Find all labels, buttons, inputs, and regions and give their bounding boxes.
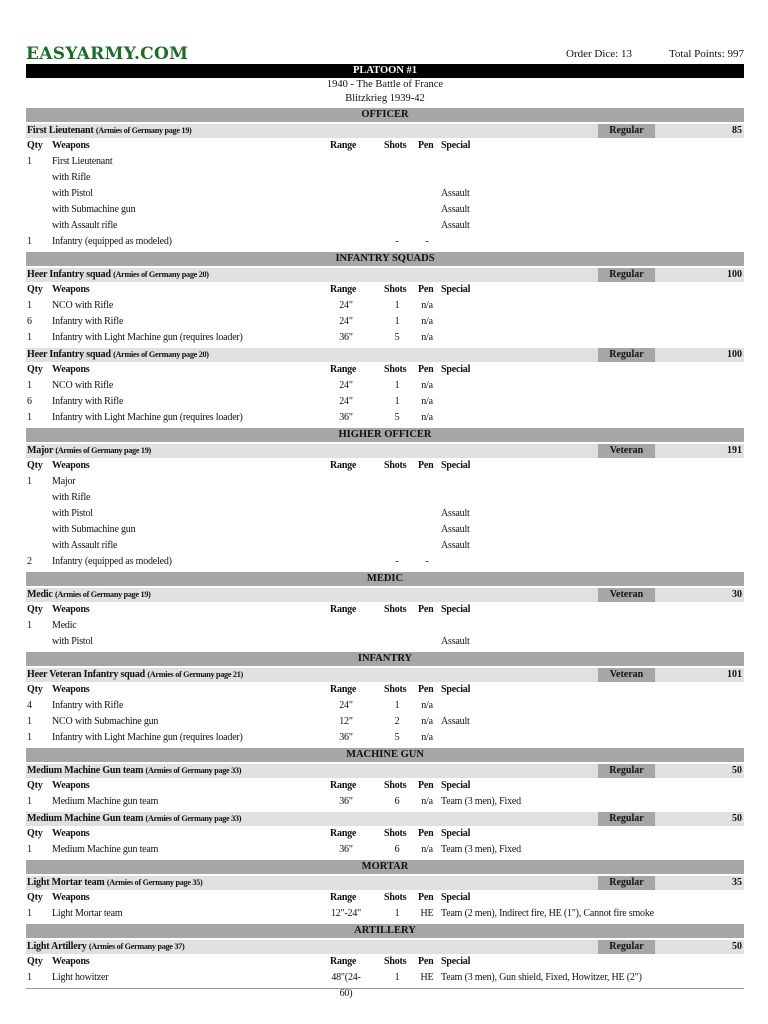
row-range: 36" [339,332,353,343]
unit-header [26,124,744,138]
section-header: MEDIC [26,572,744,586]
col-special: Special [441,460,471,471]
row-special: Assault [441,716,470,727]
unit-header [26,812,744,826]
col-qty: Qty [27,460,43,471]
row-weapon: Light Mortar team [52,908,123,919]
weapon-row [26,698,744,714]
col-range: Range [330,780,357,791]
row-special: Team (3 men), Fixed [441,844,521,855]
unit-points: 50 [732,813,742,824]
column-header-row [26,682,744,698]
row-range: 24" [339,380,353,391]
col-pen: Pen [418,604,434,615]
col-qty: Qty [27,284,43,295]
row-shots: 1 [394,380,400,391]
row-shots: 1 [394,700,400,711]
row-weapon: Medium Machine gun team [52,844,159,855]
bottom-divider [26,988,744,989]
unit-header [26,940,744,954]
col-special: Special [441,684,471,695]
row-shots: 2 [394,716,400,727]
weapon-row [26,506,744,522]
unit-points: 50 [732,941,742,952]
weapon-row [26,842,744,858]
col-special: Special [441,956,471,967]
row-special: Team (3 men), Gun shield, Fixed, Howitzer, HE (2") [441,972,642,983]
column-header-row [26,362,744,378]
row-weapon: with Submachine gun [52,524,136,535]
weapon-row [26,906,744,922]
row-weapon: Infantry (equipped as modeled) [52,236,172,247]
weapon-row [26,538,744,554]
row-weapon: with Assault rifle [52,220,118,231]
weapon-row [26,618,744,634]
col-special: Special [441,604,471,615]
row-qty: 1 [27,332,32,343]
army-list: Blitzkrieg 1939-42 [345,93,425,104]
row-qty: 1 [27,972,32,983]
row-weapon: Light howitzer [52,972,109,983]
weapon-row [26,410,744,426]
col-weapons: Weapons [52,140,90,151]
col-shots: Shots [384,364,407,375]
col-weapons: Weapons [52,780,90,791]
unit-name-text: First Lieutenant [27,125,94,136]
unit-name [27,268,209,282]
col-weapons: Weapons [52,284,90,295]
col-range: Range [330,684,357,695]
col-range: Range [330,364,357,375]
unit-header [26,348,744,362]
row-pen: n/a [421,716,433,727]
row-weapon: with Pistol [52,636,93,647]
row-shots: 5 [394,732,400,743]
col-shots: Shots [384,956,407,967]
unit-name-text: Medium Machine Gun team [27,813,144,824]
unit-source: (Armies of Germany page 35) [106,878,203,887]
row-weapon: Medium Machine gun team [52,796,159,807]
row-weapon: with Submachine gun [52,204,136,215]
unit-source: (Armies of Germany page 19) [95,126,192,135]
experience-badge: Regular [598,124,655,138]
unit-name [27,588,151,602]
row-qty: 1 [27,412,32,423]
row-pen: - [425,556,429,567]
section-header: OFFICER [26,108,744,122]
unit-points: 35 [732,877,742,888]
weapon-row [26,330,744,346]
row-special: Assault [441,220,470,231]
row-weapon: with Pistol [52,188,93,199]
row-qty: 1 [27,156,32,167]
row-pen: n/a [421,732,433,743]
unit-name-text: Medium Machine Gun team [27,765,144,776]
column-header-row [26,458,744,474]
row-shots: 1 [394,316,400,327]
col-range: Range [330,460,357,471]
row-shots: 5 [394,332,400,343]
experience-badge: Veteran [598,588,655,602]
row-weapon: Infantry with Light Machine gun (requires loader) [52,332,243,343]
row-qty: 2 [27,556,32,567]
section-header: ARTILLERY [26,924,744,938]
total-points: Total Points: 997 [668,48,744,60]
experience-badge: Regular [598,764,655,778]
unit-header [26,268,744,282]
unit-points: 100 [727,349,742,360]
row-qty: 6 [27,396,32,407]
unit-source: (Armies of Germany page 33) [145,814,242,823]
weapon-row [26,554,744,570]
weapon-row [26,154,744,170]
col-qty: Qty [27,780,43,791]
column-header-row [26,826,744,842]
weapon-row [26,314,744,330]
row-weapon: with Rifle [52,492,91,503]
unit-name [27,876,202,890]
row-shots: 6 [394,844,400,855]
column-header-row [26,138,744,154]
col-special: Special [441,892,471,903]
row-pen: - [425,236,429,247]
unit-name [27,348,209,362]
col-shots: Shots [384,460,407,471]
row-weapon: with Rifle [52,172,91,183]
row-weapon: First Lieutenant [52,156,113,167]
col-weapons: Weapons [52,604,90,615]
row-shots: 1 [394,300,400,311]
sections-container [26,108,744,999]
col-weapons: Weapons [52,892,90,903]
col-shots: Shots [384,604,407,615]
unit-points: 101 [727,669,742,680]
row-weapon: Infantry with Rifle [52,396,124,407]
row-pen: HE [420,908,434,919]
experience-badge: Regular [598,940,655,954]
col-qty: Qty [27,140,43,151]
row-shots: 1 [394,908,400,919]
col-pen: Pen [418,780,434,791]
row-weapon: NCO with Submachine gun [52,716,159,727]
col-special: Special [441,364,471,375]
row-pen: n/a [421,300,433,311]
row-qty: 1 [27,476,32,487]
row-qty: 1 [27,380,32,391]
weapon-row [26,218,744,234]
row-qty: 4 [27,700,32,711]
row-weapon: with Pistol [52,508,93,519]
row-pen: n/a [421,396,433,407]
unit-source: (Armies of Germany page 19) [54,590,151,599]
col-range: Range [330,604,357,615]
row-weapon: NCO with Rifle [52,380,114,391]
col-special: Special [441,780,471,791]
row-special: Assault [441,540,470,551]
experience-badge: Veteran [598,444,655,458]
col-weapons: Weapons [52,364,90,375]
row-qty: 1 [27,908,32,919]
unit-header [26,876,744,890]
row-range: 24" [339,396,353,407]
weapon-row [26,522,744,538]
section-header: HIGHER OFFICER [26,428,744,442]
unit-name [27,764,241,778]
col-pen: Pen [418,684,434,695]
unit-source: (Armies of Germany page 19) [55,446,151,455]
row-weapon: Major [52,476,76,487]
row-range: 36" [339,796,353,807]
row-range: 24" [339,700,353,711]
row-pen: n/a [421,700,433,711]
weapon-row [26,394,744,410]
row-special: Assault [441,636,470,647]
col-pen: Pen [418,892,434,903]
column-header-row [26,954,744,970]
row-range: 12" [339,716,353,727]
unit-name-text: Medic [27,589,53,600]
col-special: Special [441,140,471,151]
unit-name-text: Heer Infantry squad [27,349,111,360]
row-shots: 1 [394,396,400,407]
section-header: INFANTRY [26,652,744,666]
unit-source: (Armies of Germany page 20) [113,270,209,279]
unit-source: (Armies of Germany page 37) [88,942,185,951]
row-weapon: Medic [52,620,77,631]
weapon-row [26,490,744,506]
weapon-row [26,714,744,730]
weapon-row [26,474,744,490]
col-special: Special [441,284,471,295]
weapon-row [26,234,744,250]
unit-name-text: Light Mortar team [27,877,105,888]
row-pen: n/a [421,796,433,807]
row-qty: 1 [27,716,32,727]
weapon-row [26,298,744,314]
row-weapon: Infantry with Rifle [52,700,124,711]
row-shots: 1 [394,972,400,983]
unit-source: (Armies of Germany page 20) [113,350,209,359]
row-weapon: Infantry with Rifle [52,316,124,327]
col-pen: Pen [418,828,434,839]
unit-points: 50 [732,765,742,776]
row-weapon: Infantry with Light Machine gun (requires loader) [52,412,243,423]
col-qty: Qty [27,364,43,375]
col-shots: Shots [384,828,407,839]
row-qty: 1 [27,732,32,743]
row-range: 48"(24-60) [331,972,361,999]
row-qty: 1 [27,844,32,855]
row-pen: HE [420,972,434,983]
unit-name [27,444,151,458]
row-range: 24" [339,316,353,327]
unit-points: 30 [732,589,742,600]
unit-name-text: Heer Veteran Infantry squad [27,669,146,680]
section-header: INFANTRY SQUADS [26,252,744,266]
row-qty: 6 [27,316,32,327]
unit-name [27,940,184,954]
row-shots: - [395,556,399,567]
row-weapon: with Assault rifle [52,540,118,551]
col-pen: Pen [418,364,434,375]
experience-badge: Regular [598,812,655,826]
unit-name-text: Light Artillery [27,941,87,952]
row-range: 36" [339,732,353,743]
col-weapons: Weapons [52,460,90,471]
row-shots: 6 [394,796,400,807]
row-special: Assault [441,524,470,535]
column-header-row [26,282,744,298]
weapon-row [26,378,744,394]
col-range: Range [330,956,357,967]
column-header-row [26,778,744,794]
weapon-row [26,170,744,186]
unit-header [26,444,744,458]
row-pen: n/a [421,380,433,391]
col-range: Range [330,892,357,903]
theatre: 1940 - The Battle of France [326,79,444,90]
row-shots: - [395,236,399,247]
experience-badge: Regular [598,876,655,890]
section-header: MORTAR [26,860,744,874]
army-list-page [26,44,744,999]
col-weapons: Weapons [52,684,90,695]
col-pen: Pen [418,460,434,471]
column-header-row [26,890,744,906]
row-pen: n/a [421,412,433,423]
col-weapons: Weapons [52,956,90,967]
order-dice: Order Dice: 13 [566,48,632,60]
row-range: 24" [339,300,353,311]
col-shots: Shots [384,284,407,295]
weapon-row [26,634,744,650]
col-qty: Qty [27,828,43,839]
col-weapons: Weapons [52,828,90,839]
row-range: 36" [339,412,353,423]
row-qty: 1 [27,620,32,631]
row-weapon: Infantry (equipped as modeled) [52,556,172,567]
row-qty: 1 [27,300,32,311]
weapon-row [26,186,744,202]
col-qty: Qty [27,892,43,903]
unit-name [27,124,191,138]
unit-points: 85 [732,125,742,136]
unit-name-text: Heer Infantry squad [27,269,111,280]
row-qty: 1 [27,796,32,807]
weapon-row [26,970,744,999]
site-logo[interactable]: EASYARMY.COM [26,44,189,64]
row-special: Team (3 men), Fixed [441,796,521,807]
experience-badge: Regular [598,268,655,282]
col-pen: Pen [418,140,434,151]
row-qty: 1 [27,236,32,247]
unit-name [27,812,241,826]
col-shots: Shots [384,780,407,791]
col-shots: Shots [384,684,407,695]
experience-badge: Veteran [598,668,655,682]
row-weapon: Infantry with Light Machine gun (requires loader) [52,732,243,743]
row-shots: 5 [394,412,400,423]
unit-points: 191 [727,445,742,456]
experience-badge: Regular [598,348,655,362]
weapon-row [26,730,744,746]
col-qty: Qty [27,684,43,695]
unit-name-text: Major [27,445,54,456]
col-shots: Shots [384,140,407,151]
col-qty: Qty [27,604,43,615]
row-pen: n/a [421,316,433,327]
col-pen: Pen [418,284,434,295]
unit-header [26,668,744,682]
unit-header [26,588,744,602]
col-qty: Qty [27,956,43,967]
row-special: Assault [441,508,470,519]
col-range: Range [330,284,357,295]
weapon-row [26,202,744,218]
row-special: Team (2 men), Indirect fire, HE (1"), Cannot fire smoke [441,908,654,919]
unit-points: 100 [727,269,742,280]
unit-name [27,668,243,682]
row-range: 12"-24" [330,908,362,919]
platoon-title: PLATOON #1 [26,64,744,78]
col-range: Range [330,828,357,839]
top-bar [26,44,744,64]
row-special: Assault [441,204,470,215]
weapon-row [26,794,744,810]
unit-source: (Armies of Germany page 21) [147,670,243,679]
col-range: Range [330,140,357,151]
col-pen: Pen [418,956,434,967]
row-range: 36" [339,844,353,855]
row-weapon: NCO with Rifle [52,300,114,311]
column-header-row [26,602,744,618]
row-pen: n/a [421,844,433,855]
col-special: Special [441,828,471,839]
row-special: Assault [441,188,470,199]
unit-source: (Armies of Germany page 33) [145,766,242,775]
section-header: MACHINE GUN [26,748,744,762]
col-shots: Shots [384,892,407,903]
unit-header [26,764,744,778]
row-pen: n/a [421,332,433,343]
